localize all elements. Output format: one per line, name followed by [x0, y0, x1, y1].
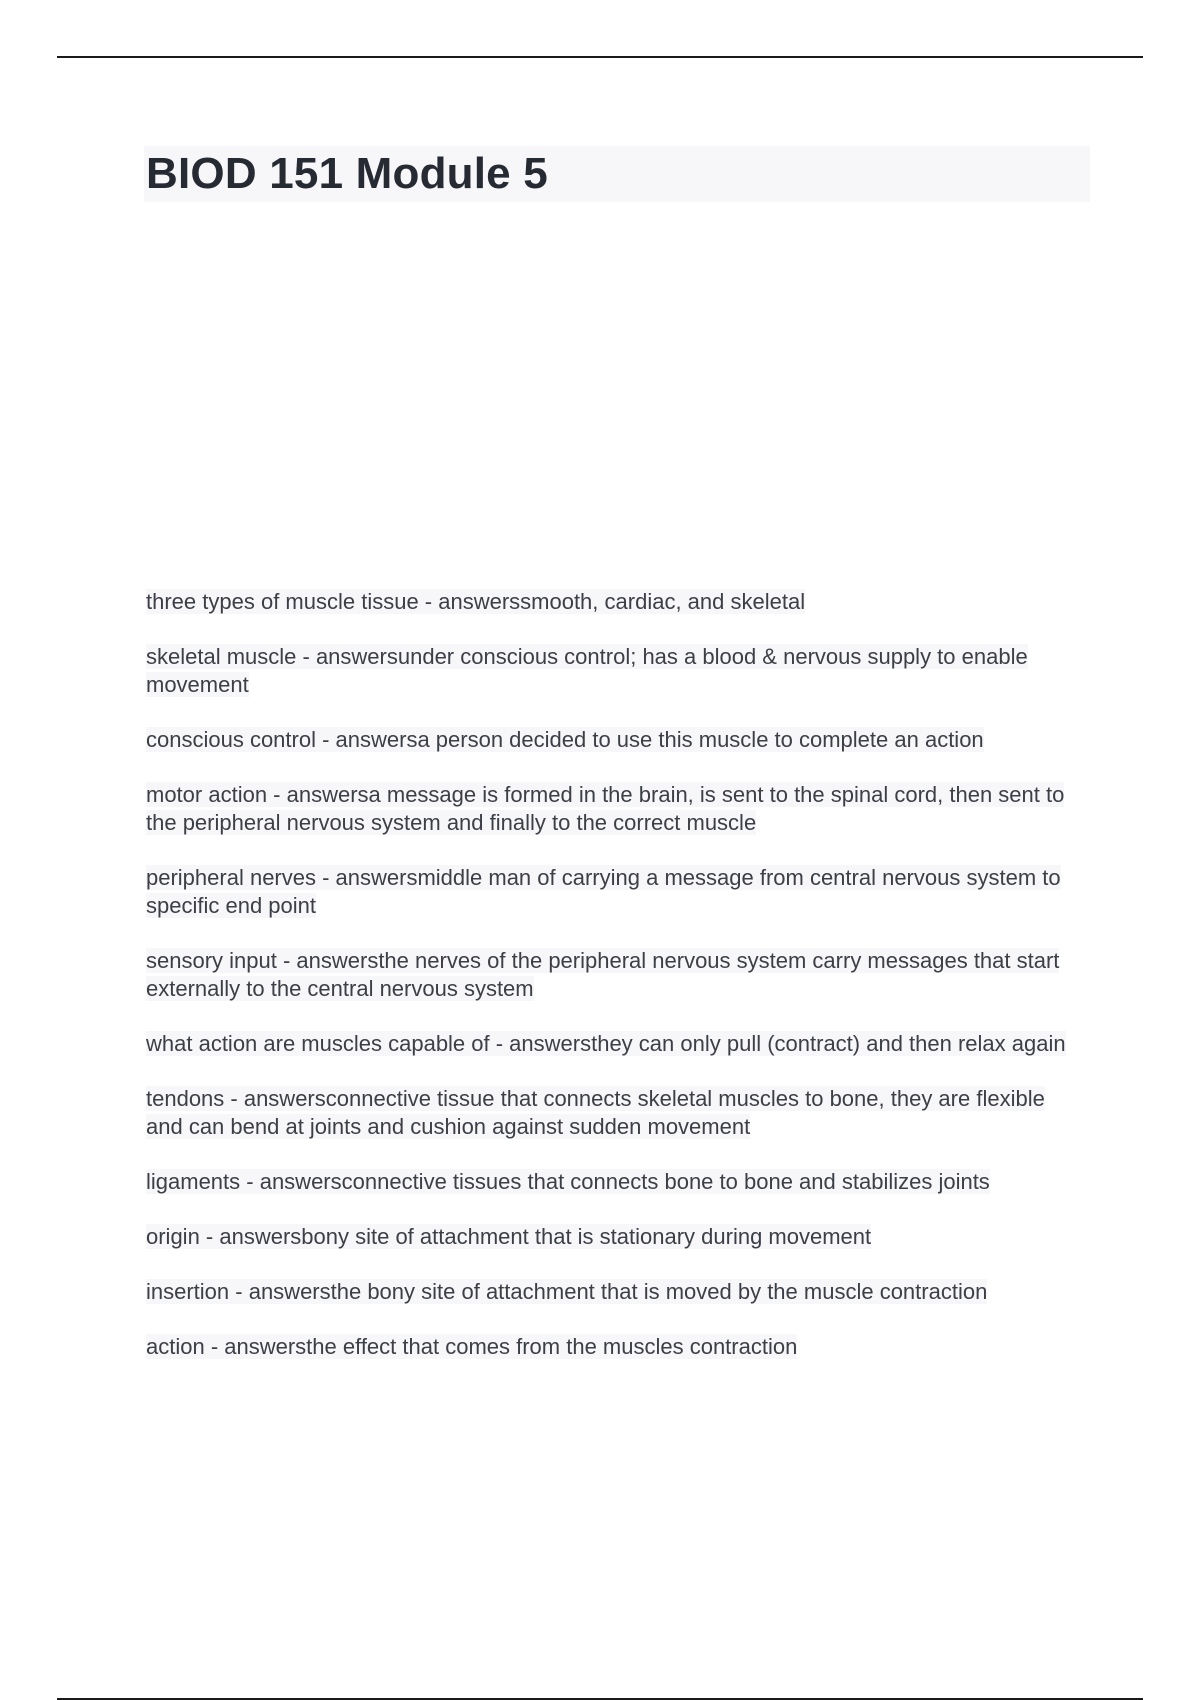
list-item: [146, 1085, 1086, 1141]
entry-text: sensory input - answersthe nerves of the peripheral nervous system carry messages that start externally to the central nervous system: [146, 948, 1060, 1001]
list-item: [146, 947, 1086, 1003]
list-item: [146, 643, 1086, 699]
list-item: [146, 1223, 1086, 1251]
entry-text: motor action - answersa message is formed in the brain, is sent to the spinal cord, then sent to the peripheral nervous system and finally to the correct muscle: [146, 782, 1065, 835]
entry-text: what action are muscles capable of - answersthey can only pull (contract) and then relax again: [146, 1031, 1066, 1056]
list-item: [146, 588, 1086, 616]
list-item: [146, 1168, 1086, 1196]
entry-text: conscious control - answersa person decided to use this muscle to complete an action: [146, 727, 984, 752]
entry-text: action - answersthe effect that comes from the muscles contraction: [146, 1334, 798, 1359]
entry-text: origin - answersbony site of attachment that is stationary during movement: [146, 1224, 872, 1249]
document-title: BIOD 151 Module 5: [146, 149, 548, 198]
list-item: [146, 781, 1086, 837]
list-item: [146, 864, 1086, 920]
entry-text: insertion - answersthe bony site of attachment that is moved by the muscle contraction: [146, 1279, 988, 1304]
list-item: [146, 1030, 1086, 1058]
entry-text: peripheral nerves - answersmiddle man of carrying a message from central nervous system to specific end point: [146, 865, 1061, 918]
list-item: [146, 726, 1086, 754]
entry-text: skeletal muscle - answersunder conscious control; has a blood & nervous supply to enable movement: [146, 644, 1028, 697]
flashcard-list: [146, 588, 1086, 1388]
list-item: [146, 1278, 1086, 1306]
entry-text: ligaments - answersconnective tissues that connects bone to bone and stabilizes joints: [146, 1169, 990, 1194]
list-item: [146, 1333, 1086, 1361]
top-rule: [57, 56, 1143, 58]
entry-text: three types of muscle tissue - answerssmooth, cardiac, and skeletal: [146, 589, 806, 614]
entry-text: tendons - answersconnective tissue that connects skeletal muscles to bone, they are flexible and can bend at joints and cushion against sudden movement: [146, 1086, 1045, 1139]
